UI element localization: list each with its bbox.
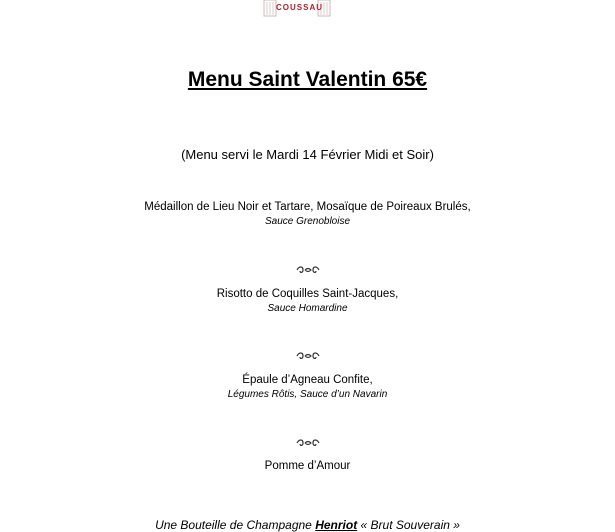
course-name: Épaule d’Agneau Confite, — [242, 374, 373, 386]
course-dessert — [0, 459, 615, 474]
course-starter — [0, 200, 615, 228]
course-detail: Sauce Grenobloise — [264, 216, 351, 227]
separator-ornament — [0, 347, 615, 365]
separator-ornament — [0, 261, 615, 279]
course-detail: Sauce Homardine — [267, 303, 348, 314]
course-main-2 — [0, 373, 615, 401]
course-main-1 — [0, 287, 615, 315]
logo-text: COUSSAU — [276, 3, 324, 12]
separator-ornament — [0, 434, 615, 452]
menu-title: Menu Saint Valentin 65€ — [187, 68, 428, 91]
ornament-icon — [295, 266, 321, 274]
course-name: Médaillon de Lieu Noir et Tartare, Mosaïque de Poireaux Brulés, — [144, 201, 471, 213]
ornament-icon — [295, 352, 321, 360]
footer-prefix: Une Bouteille de Champagne — [155, 518, 312, 532]
champagne-brand: Henriot — [315, 518, 358, 532]
course-name: Risotto de Coquilles Saint-Jacques, — [216, 288, 399, 300]
menu-subtitle: (Menu servi le Mardi 14 Février Midi et Soir) — [181, 147, 434, 162]
course-detail: Légumes Rôtis, Sauce d’un Navarin — [227, 389, 388, 400]
restaurant-logo — [262, 0, 332, 18]
ornament-icon — [295, 439, 321, 447]
footer-suffix: « Brut Souverain » — [360, 518, 460, 532]
course-name: Pomme d’Amour — [264, 460, 351, 472]
